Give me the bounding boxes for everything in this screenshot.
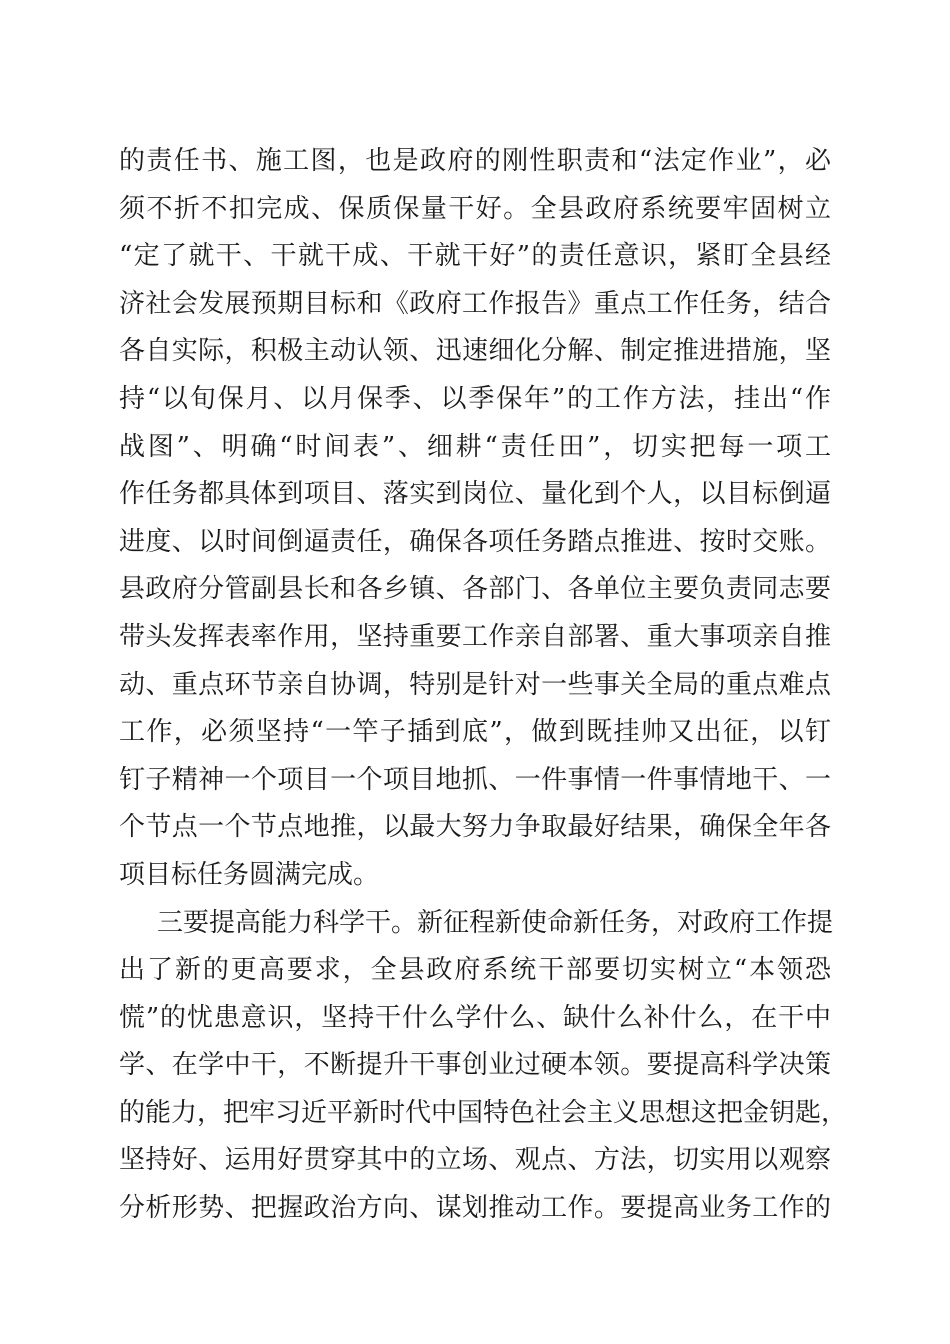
text-line: 项目标任务圆满完成。 — [119, 859, 380, 890]
text-line: 济社会发展预期目标和《政府工作报告》重点工作任务，结合 — [119, 288, 831, 319]
text-line: 的责任书、施工图，也是政府的刚性职责和“法定作业”，必 — [119, 146, 831, 176]
paragraph-capability — [119, 900, 848, 1233]
text-line: 慌”的忧患意识，坚持干什么学什么、缺什么补什么，在干中 — [119, 1002, 831, 1033]
text-line: 须不折不扣完成、保质保量干好。全县政府系统要牢固树立 — [119, 193, 831, 224]
text-line: 带头发挥表率作用，坚持重要工作亲自部署、重大事项亲自推 — [119, 621, 831, 652]
text-line: 各自实际，积极主动认领、迅速细化分解、制定推进措施，坚 — [119, 336, 831, 367]
paragraph-responsibility — [119, 138, 831, 900]
text-line: 的能力，把牢习近平新时代中国特色社会主义思想这把金钥匙， — [119, 1097, 848, 1128]
text-line: “定了就干、干就干成、干就干好”的责任意识，紧盯全县经 — [119, 241, 831, 272]
text-line: 坚持好、运用好贯穿其中的立场、观点、方法，切实用以观察 — [119, 1145, 831, 1176]
text-line: 持“以旬保月、以月保季、以季保年”的工作方法，挂出“作 — [119, 383, 831, 414]
text-line: 三要提高能力科学干。新征程新使命新任务，对政府工作提 — [157, 907, 834, 938]
text-line: 个节点一个节点地推，以最大努力争取最好结果，确保全年各 — [119, 812, 831, 843]
text-line: 出了新的更高要求，全县政府系统干部要切实树立“本领恐 — [119, 955, 831, 986]
text-line: 工作，必须坚持“一竿子插到底”，做到既挂帅又出征，以钉 — [119, 717, 831, 748]
text-line: 县政府分管副县长和各乡镇、各部门、各单位主要负责同志要 — [119, 574, 831, 605]
text-line: 进度、以时间倒逼责任，确保各项任务踏点推进、按时交账。 — [119, 526, 831, 557]
body-text — [119, 138, 848, 1233]
text-line: 动、重点环节亲自协调，特别是针对一些事关全局的重点难点 — [119, 669, 831, 700]
text-line: 学、在学中干，不断提升干事创业过硬本领。要提高科学决策 — [119, 1050, 831, 1081]
text-line: 战图”、明确“时间表”、细耕“责任田”，切实把每一项工 — [119, 431, 831, 462]
text-line: 作任务都具体到项目、落实到岗位、量化到个人，以目标倒逼 — [119, 479, 831, 510]
text-line: 钉子精神一个项目一个项目地抓、一件事情一件事情地干、一 — [119, 764, 831, 795]
text-line: 分析形势、把握政治方向、谋划推动工作。要提高业务工作的 — [119, 1193, 831, 1224]
